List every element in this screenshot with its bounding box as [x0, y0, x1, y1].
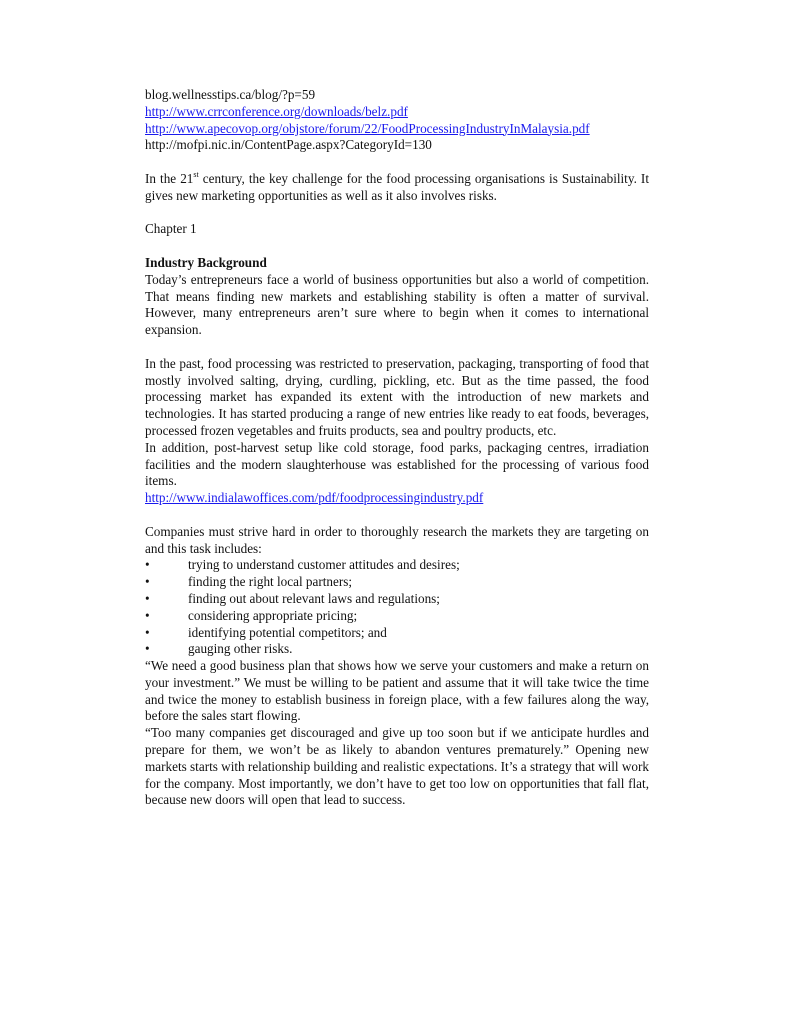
bullet-icon: •	[145, 607, 150, 623]
intro-paragraph: In the 21st century, the key challenge for the food processing organisations is Sustainability. It gives new marketing opportunities as well as it also involves risks.	[145, 169, 649, 203]
list-item: • finding out about relevant laws and regulations;	[145, 590, 440, 606]
industry-paragraph-3: In addition, post-harvest setup like cold storage, food parks, packaging centres, irradiation facilities and the modern slaughterhouse was established for the processing of various food items.	[145, 439, 649, 489]
list-item: • considering appropriate pricing;	[145, 607, 358, 623]
research-paragraph-2: “Too many companies get discouraged and give up too soon but if we anticipate hurdles and prepare for them, we won’t be as likely to abandon ventures prematurely.” Opening new markets starts with relationship building and realistic expectations. It’s a strategy that will work for the company. Most importantly, we don’t have to get too low on opportunities that fall flat, because new doors will open that lead to success.	[145, 725, 649, 808]
reference-link-indialawoffices[interactable]: http://www.indialawoffices.com/pdf/foodprocessingindustry.pdf	[145, 490, 484, 506]
section-heading: Industry Background	[145, 254, 267, 270]
research-intro-paragraph: Companies must strive hard in order to thoroughly research the markets they are targeting on and this task includes:	[145, 523, 649, 556]
list-item: • trying to understand customer attitudes and desires;	[145, 557, 460, 573]
reference-link-crrconference[interactable]: http://www.crrconference.org/downloads/belz.pdf	[145, 103, 408, 119]
industry-paragraph-2: In the past, food processing was restricted to preservation, packaging, transporting of food that mostly involved salting, drying, curdling, pickling, etc. But as the time passed, the food processing market has expanded its extent with the introduction of new markets and technologies. It has started producing a range of new entries like ready to eat foods, beverages, processed frozen vegetables and fruits products, sea and poultry products, etc.	[145, 355, 649, 438]
bullet-icon: •	[145, 641, 150, 657]
chapter-label: Chapter 1	[145, 221, 197, 237]
reference-link-apecovop[interactable]: http://www.apecovop.org/objstore/forum/22/FoodProcessingIndustryInMalaysia.pdf	[145, 120, 590, 136]
reference-url-wellnesstips: blog.wellnesstips.ca/blog/?p=59	[145, 87, 316, 102]
research-paragraph-1: “We need a good business plan that shows how we serve your customers and make a return on your investment.” We must be willing to be patient and assume that it will take twice the time and twice the money to establish business in foreign place, with a few failures along the way, before the sales start flowing.	[145, 658, 649, 724]
industry-paragraph-1: Today’s entrepreneurs face a world of business opportunities but also a world of competition. That means finding new markets and establishing stability is often a matter of survival. However, many entrepreneurs aren’t sure where to begin when it comes to international expansion.	[145, 271, 649, 338]
reference-list	[145, 87, 649, 154]
document-page	[145, 87, 649, 809]
list-item: • identifying potential competitors; and	[145, 624, 387, 640]
reference-url-mofpi: http://mofpi.nic.in/ContentPage.aspx?CategoryId=130	[145, 137, 432, 153]
bullet-icon: •	[145, 624, 150, 640]
ordinal-superscript: st	[193, 169, 199, 179]
list-item: • finding the right local partners;	[145, 574, 353, 590]
research-task-list	[145, 557, 649, 658]
bullet-icon: •	[145, 574, 150, 590]
bullet-icon: •	[145, 590, 150, 606]
bullet-icon: •	[145, 557, 150, 573]
list-item: • gauging other risks.	[145, 641, 293, 657]
